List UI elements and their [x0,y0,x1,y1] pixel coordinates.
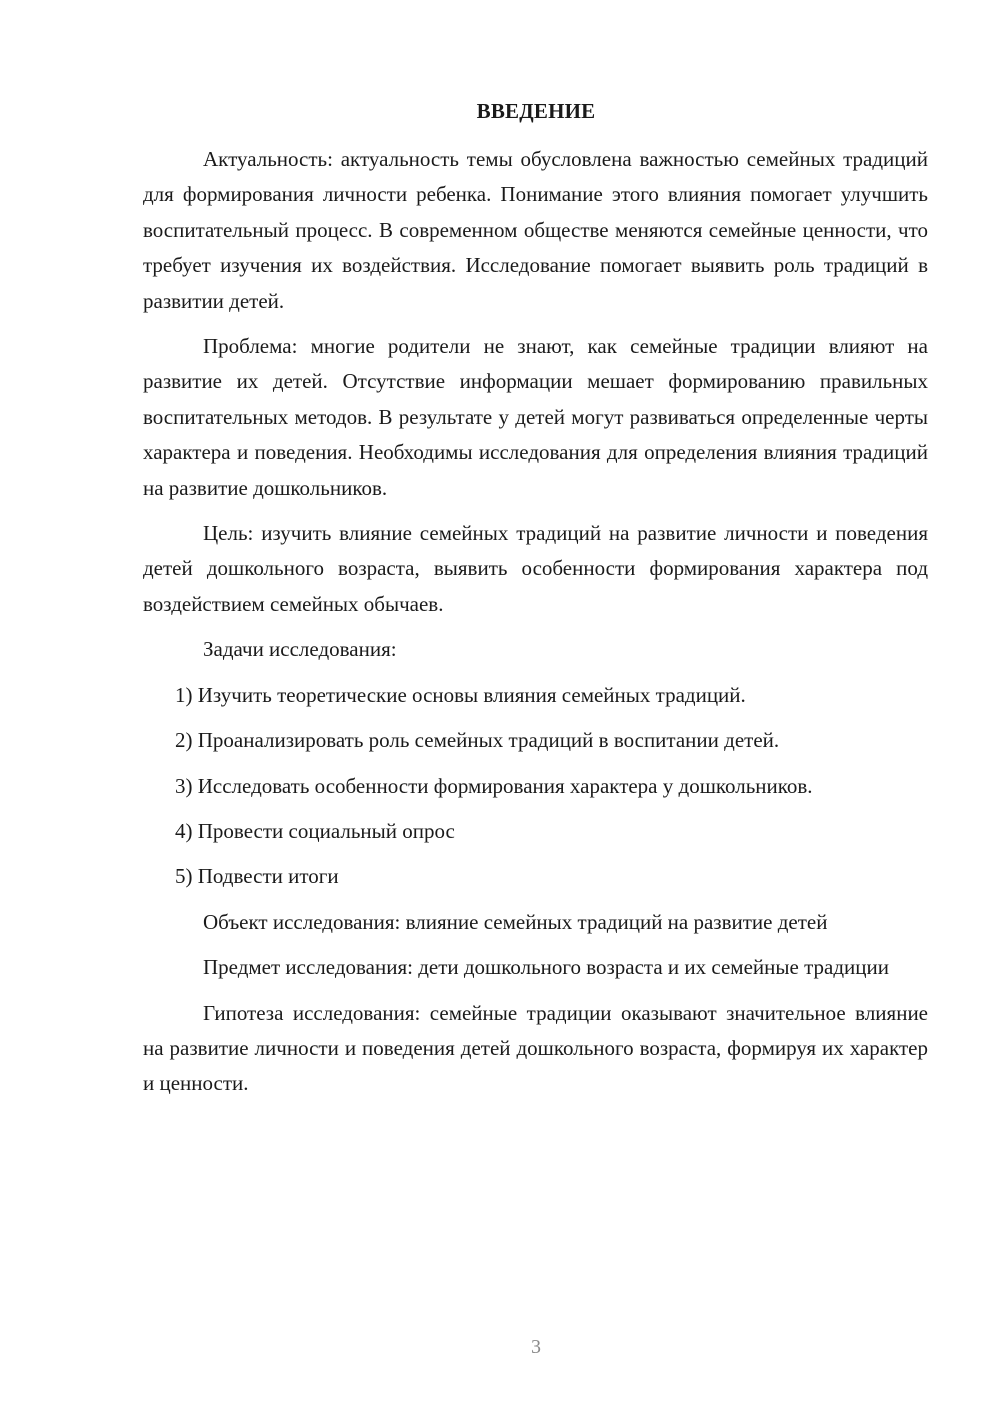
task-item-3: 3) Исследовать особенности формирования характера у дошкольников. [175,773,813,798]
task-item-1: 1) Изучить теоретические основы влияния семейных традиций. [175,682,746,707]
paragraph-problem: Проблема: многие родители не знают, как семейные традиции влияют на развитие их детей. Отсутствие информации мешает формированию правильных воспитательных методов. В результате у детей могут развиваться определенные черты характера и поведения. Необходимы исследования для определения влияния традиций на развитие дошкольников. [143,334,928,500]
paragraph-hypothesis: Гипотеза исследования: семейные традиции оказывают значительное влияние на развитие личности и поведения детей дошкольного возраста, формируя их характер и ценности. [143,1000,928,1096]
paragraph-relevance: Актуальность: актуальность темы обусловлена важностью семейных традиций для формирования личности ребенка. Понимание этого влияния помогает улучшить воспитательный процесс. В современном обществе меняются семейные ценности, что требует изучения их воздействия. Исследование помогает выявить роль традиций в развитии детей. [143,147,928,313]
task-item-4: 4) Провести социальный опрос [175,818,455,843]
paragraph-goal: Цель: изучить влияние семейных традиций на развитие личности и поведения детей дошкольного возраста, выявить особенности формирования характера под воздействием семейных обычаев. [143,521,928,616]
body-text [143,142,928,1112]
task-item-2: 2) Проанализировать роль семейных традиций в воспитании детей. [175,728,780,753]
page-number: 3 [531,1336,541,1358]
page-title: ВВЕДЕНИЕ [476,99,596,123]
paragraph-subject: Предмет исследования: дети дошкольного возраста и их семейные традиции [203,955,889,980]
paragraph-object: Объект исследования: влияние семейных традиций на развитие детей [203,909,828,934]
task-item-5: 5) Подвести итоги [175,864,339,889]
paragraph-tasks-heading: Задачи исследования: [203,637,397,662]
